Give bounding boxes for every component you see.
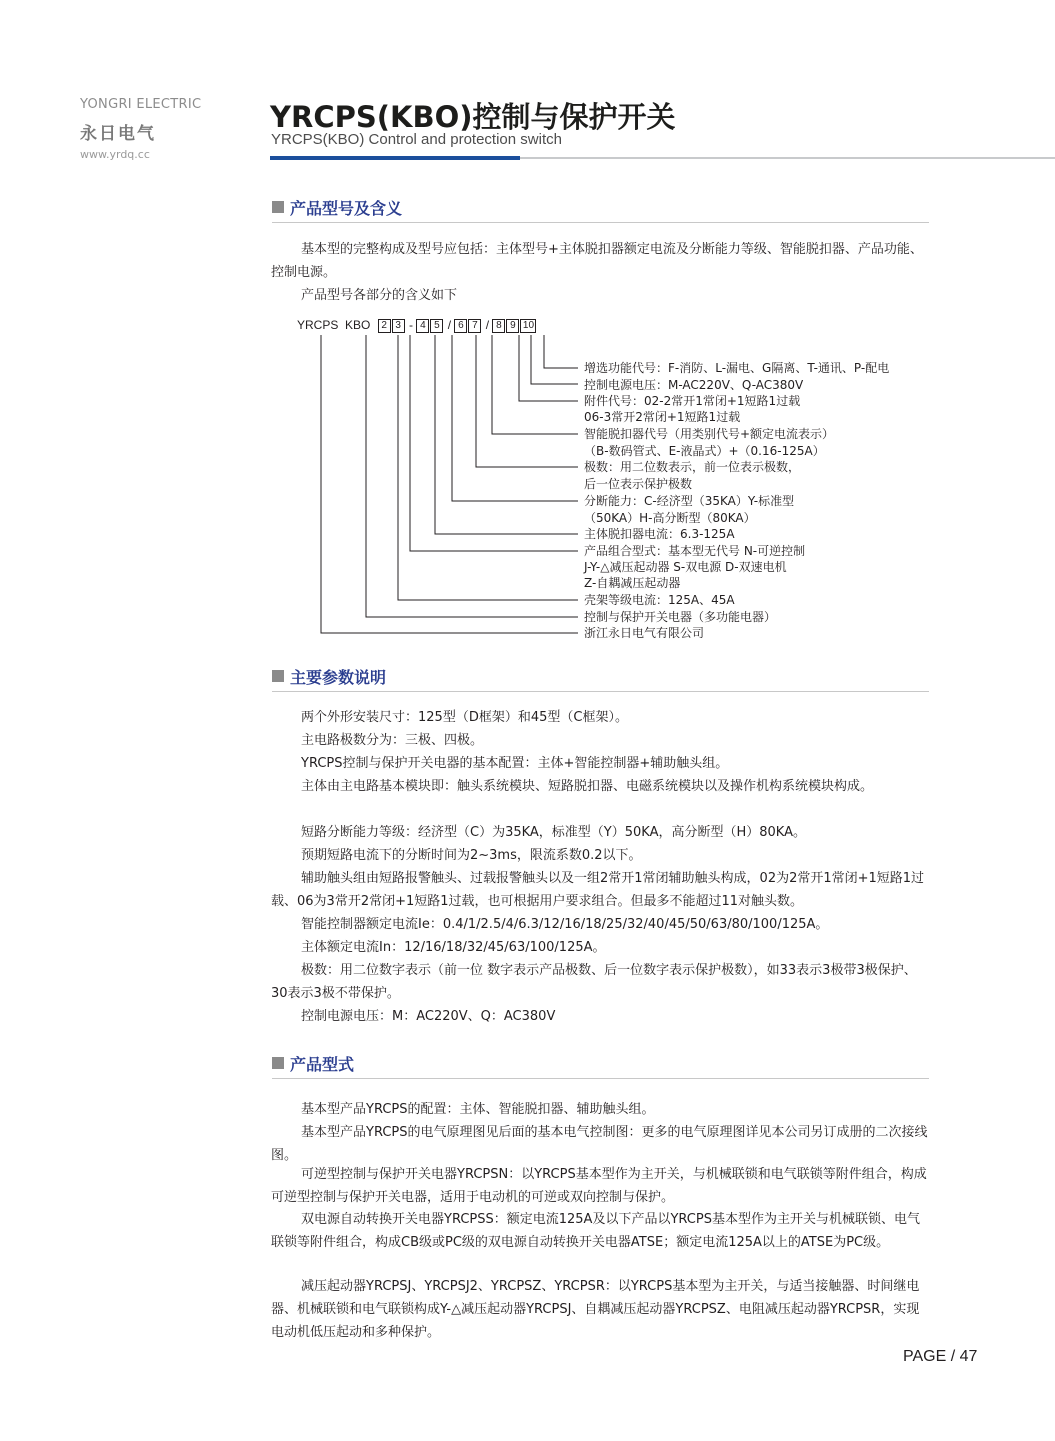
brand-name-cn: 永日电气 — [80, 124, 156, 144]
code-box-9: 9 — [506, 319, 519, 333]
brand-name-en: YONGRI ELECTRIC — [80, 97, 202, 112]
legend-item: （50KA）H-高分断型（80KA） — [584, 511, 756, 525]
code-box-4: 4 — [416, 319, 429, 333]
param-paragraph: 预期短路电流下的分断时间为2~3ms，限流系数0.2以下。 — [301, 848, 642, 863]
section-title: 产品型式 — [290, 1055, 355, 1074]
code-box-3: 3 — [392, 319, 405, 333]
section-header-model — [272, 196, 929, 223]
code-box-2: 2 — [378, 319, 391, 333]
model-intro-2: 产品型号各部分的含义如下 — [301, 288, 458, 303]
code-box-8: 8 — [492, 319, 505, 333]
legend-item: （B-数码管式、E-液晶式）+（0.16-125A） — [584, 444, 825, 458]
param-paragraph: 极数：用二位数字表示（前一位 数字表示产品极数、后一位数字表示保护极数），如33表示3极带3极保护、30表示3极不带保护。 — [271, 963, 917, 1001]
section-header-types — [272, 1052, 929, 1079]
code-prefix: YRCPS KBO — [297, 318, 371, 332]
page-title: YRCPS(KBO)控制与保护开关 — [270, 100, 676, 134]
page-number: PAGE / 47 — [903, 1348, 978, 1365]
square-bullet-icon — [272, 201, 284, 213]
model-code — [297, 318, 537, 333]
legend-item: J-Y-△减压起动器 S-双电源 D-双速电机 — [584, 560, 787, 574]
square-bullet-icon — [272, 1057, 284, 1069]
code-box-7: 7 — [468, 319, 481, 333]
code-separator: - — [409, 318, 414, 332]
code-separator: / — [447, 318, 452, 332]
legend-item: 附件代号：02-2常开1常闭+1短路1过载 — [584, 394, 801, 408]
param-paragraph: 短路分断能力等级：经济型（C）为35KA，标准型（Y）50KA，高分断型（H）80KA。 — [301, 825, 806, 840]
type-paragraph: 双电源自动转换开关电器YRCPSS：额定电流125A及以下产品以YRCPS基本型作为主开关与机械联锁、电气联锁等附件组合，构成CB级或PC级的双电源自动转换开关电器ATSE；额定电流125A以上的ATSE为PC级。 — [271, 1212, 920, 1250]
type-paragraph: 可逆型控制与保护开关电器YRCPSN：以YRCPS基本型作为主开关，与机械联锁和电气联锁等附件组合，构成可逆型控制与保护开关电器，适用于电动机的可逆或双向控制与保护。 — [271, 1167, 927, 1205]
header-rule — [520, 157, 1055, 159]
param-paragraph: 主体额定电流In：12/16/18/32/45/63/100/125A。 — [301, 940, 606, 955]
legend-item: 后一位表示保护极数 — [584, 477, 693, 491]
section-title: 主要参数说明 — [290, 668, 387, 687]
code-box-6: 6 — [454, 319, 467, 333]
section-title: 产品型号及含义 — [290, 199, 403, 218]
code-box-10: 10 — [520, 319, 536, 333]
param-paragraph: 主电路极数分为：三极、四极。 — [301, 733, 484, 748]
legend-item: 06-3常开2常闭+1短路1过载 — [584, 410, 741, 424]
code-box-5: 5 — [430, 319, 443, 333]
section-header-params — [272, 665, 929, 692]
legend-item: 产品组合型式：基本型无代号 N-可逆控制 — [584, 544, 806, 558]
param-paragraph: 辅助触头组由短路报警触头、过载报警触头以及一组2常开1常闭辅助触头构成，02为2常开1常闭+1短路1过载、06为3常开2常闭+1短路1过载，也可根据用户要求组合。但最多不能超过11对触头数。 — [271, 871, 925, 909]
legend-item: 控制与保护开关电器（多功能电器） — [584, 610, 777, 624]
page-subtitle: YRCPS(KBO) Control and protection switch — [271, 131, 562, 148]
param-paragraph: 控制电源电压：M：AC220V、Q：AC380V — [301, 1009, 556, 1024]
model-intro: 基本型的完整构成及型号应包括：主体型号+主体脱扣器额定电流及分断能力等级、智能脱扣器、产品功能、控制电源。 — [271, 242, 923, 280]
param-paragraph: YRCPS控制与保护开关电器的基本配置：主体+智能控制器+辅助触头组。 — [301, 756, 729, 771]
type-paragraph: 基本型产品YRCPS的配置：主体、智能脱扣器、辅助触头组。 — [301, 1102, 655, 1117]
legend-item: 壳架等级电流：125A、45A — [584, 593, 735, 607]
legend-item: 极数：用二位数表示，前一位表示极数， — [584, 460, 801, 474]
brand-url: www.yrdq.cc — [80, 148, 150, 161]
legend-item: 分断能力：C-经济型（35KA）Y-标准型 — [584, 494, 795, 508]
param-paragraph: 主体由主电路基本模块即：触头系统模块、短路脱扣器、电磁系统模块以及操作机构系统模块构成。 — [301, 779, 874, 794]
square-bullet-icon — [272, 670, 284, 682]
code-separator: / — [485, 318, 490, 332]
legend-item: 主体脱扣器电流：6.3-125A — [584, 527, 735, 541]
header-accent-rule — [270, 156, 520, 160]
legend-item: Z-自耦减压起动器 — [584, 576, 681, 590]
type-paragraph: 减压起动器YRCPSJ、YRCPSJ2、YRCPSZ、YRCPSR：以YRCPS基本型为主开关，与适当接触器、时间继电器、机械联锁和电气联锁构成Y-△减压起动器YRCPSJ、自耦减压起动器YRCPSZ、电阻减压起动器YRCPSR，实现电动机低压起动和多种保护。 — [271, 1279, 920, 1340]
legend-item: 智能脱扣器代号（用类别代号+额定电流表示） — [584, 427, 835, 441]
legend-item: 浙江永日电气有限公司 — [584, 626, 705, 640]
legend-item: 控制电源电压：M-AC220V、Q-AC380V — [584, 378, 804, 392]
param-paragraph: 智能控制器额定电流Ie：0.4/1/2.5/4/6.3/12/16/18/25/32/40/45/50/63/80/100/125A。 — [301, 917, 829, 932]
legend-item: 增选功能代号：F-消防、L-漏电、G隔离、T-通讯、P-配电 — [584, 361, 890, 375]
type-paragraph: 基本型产品YRCPS的电气原理图见后面的基本电气控制图：更多的电气原理图详见本公司另订成册的二次接线图。 — [271, 1125, 928, 1163]
param-paragraph: 两个外形安装尺寸：125型（D框架）和45型（C框架）。 — [301, 710, 628, 725]
